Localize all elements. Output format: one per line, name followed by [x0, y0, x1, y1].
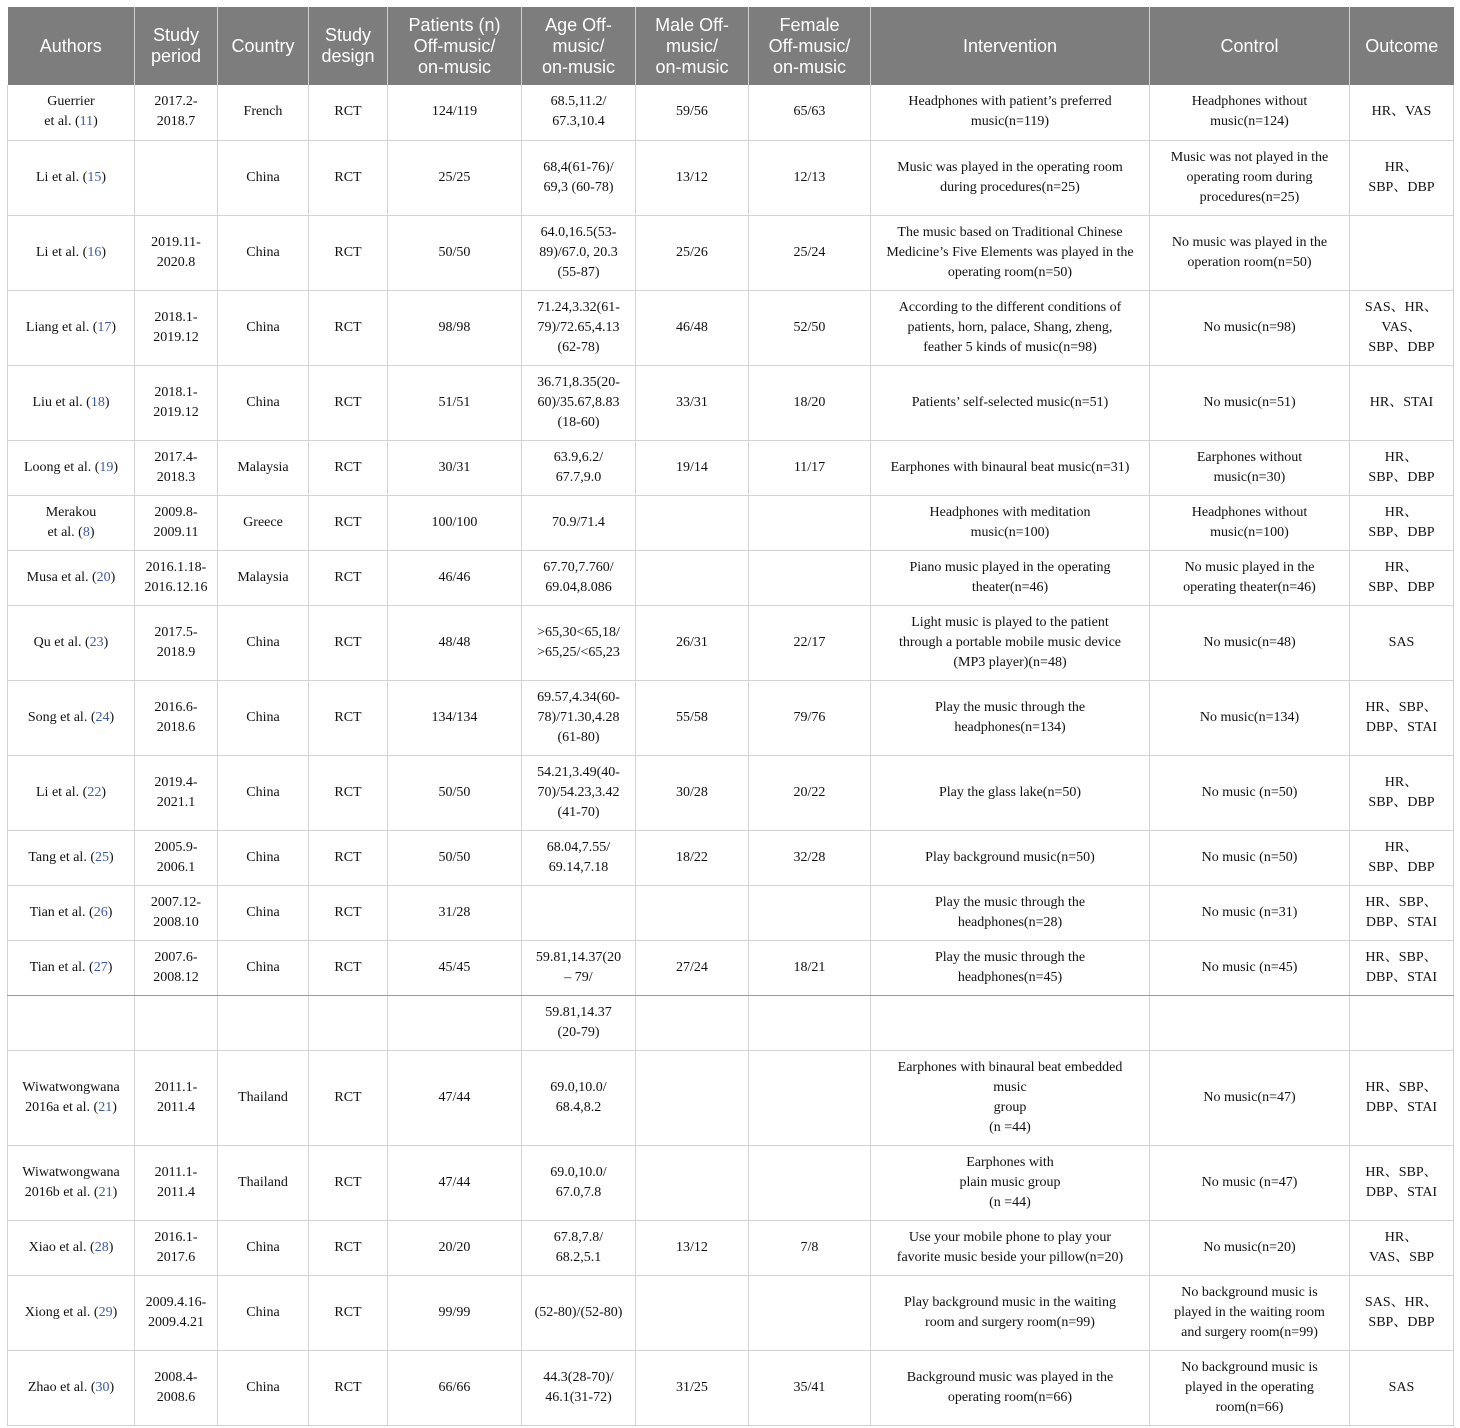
- control-cell: No music played in the operating theater(n=46): [1150, 550, 1350, 605]
- table-row: [8, 440, 1454, 495]
- intervention-cell: Headphones with patient’s preferred music(n=119): [871, 85, 1150, 140]
- author-name: Musa et al. (: [26, 569, 97, 585]
- study-design-cell: RCT: [309, 830, 388, 885]
- female-cell: 18/20: [749, 365, 871, 440]
- table-row: [8, 1275, 1454, 1350]
- intervention-cell: Piano music played in the operating theater(n=46): [871, 550, 1150, 605]
- study-period-cell: 2018.1- 2019.12: [135, 365, 218, 440]
- patients-cell: 50/50: [388, 215, 522, 290]
- table-row: [8, 215, 1454, 290]
- authors-cell: Liang et al. (17): [8, 290, 135, 365]
- study-period-cell: 2011.1- 2011.4: [135, 1050, 218, 1145]
- control-cell: No background music is played in the operating room(n=66): [1150, 1350, 1350, 1425]
- intervention-cell: Play the music through the headphones(n=134): [871, 680, 1150, 755]
- intervention-cell: Play the glass lake(n=50): [871, 755, 1150, 830]
- outcome-cell: HR、SBP、 DBP、STAI: [1350, 940, 1454, 995]
- female-cell: [749, 1275, 871, 1350]
- outcome-cell: HR、STAI: [1350, 365, 1454, 440]
- reference-link[interactable]: 17: [97, 319, 112, 335]
- study-period-cell: 2018.1- 2019.12: [135, 290, 218, 365]
- country-cell: China: [218, 755, 309, 830]
- male-cell: 46/48: [636, 290, 749, 365]
- female-cell: 35/41: [749, 1350, 871, 1425]
- country-cell: [218, 995, 309, 1050]
- col-header-outcome: Outcome: [1350, 7, 1454, 85]
- control-cell: Earphones without music(n=30): [1150, 440, 1350, 495]
- country-cell: China: [218, 1220, 309, 1275]
- authors-cell: Tang et al. (25): [8, 830, 135, 885]
- study-period-cell: 2007.6- 2008.12: [135, 940, 218, 995]
- table-row: [8, 680, 1454, 755]
- authors-cell: [8, 995, 135, 1050]
- outcome-cell: [1350, 995, 1454, 1050]
- intervention-cell: Headphones with meditation music(n=100): [871, 495, 1150, 550]
- age-cell: 68.5,11.2/ 67.3,10.4: [522, 85, 636, 140]
- country-cell: Thailand: [218, 1145, 309, 1220]
- age-cell: 59.81,14.37 (20-79): [522, 995, 636, 1050]
- patients-cell: 48/48: [388, 605, 522, 680]
- age-cell: 64.0,16.5(53- 89)/67.0, 20.3 (55-87): [522, 215, 636, 290]
- intervention-cell: Music was played in the operating room during procedures(n=25): [871, 140, 1150, 215]
- author-name: Tian et al. (: [29, 959, 94, 975]
- outcome-cell: HR、 SBP、DBP: [1350, 755, 1454, 830]
- reference-link[interactable]: 19: [99, 459, 114, 475]
- outcome-cell: SAS: [1350, 1350, 1454, 1425]
- table-row: [8, 365, 1454, 440]
- author-name: Tian et al. (: [29, 904, 94, 920]
- female-cell: [749, 495, 871, 550]
- study-period-cell: 2017.5- 2018.9: [135, 605, 218, 680]
- male-cell: 55/58: [636, 680, 749, 755]
- patients-cell: 47/44: [388, 1145, 522, 1220]
- study-period-cell: 2009.4.16- 2009.4.21: [135, 1275, 218, 1350]
- control-cell: No music was played in the operation room(n=50): [1150, 215, 1350, 290]
- control-cell: No music(n=134): [1150, 680, 1350, 755]
- intervention-cell: Light music is played to the patient through a portable mobile music device (MP3 player)(n=48): [871, 605, 1150, 680]
- intervention-cell: Play the music through the headphones(n=45): [871, 940, 1150, 995]
- intervention-cell: Earphones with plain music group (n =44): [871, 1145, 1150, 1220]
- study-period-cell: [135, 140, 218, 215]
- col-header-female: Female Off-music/ on-music: [749, 7, 871, 85]
- author-name: Wiwatwongwana 2016a et al. (: [22, 1079, 120, 1115]
- table-row: [8, 995, 1454, 1050]
- header-row: [8, 7, 1454, 85]
- patients-cell: 124/119: [388, 85, 522, 140]
- table-row: [8, 1145, 1454, 1220]
- control-cell: No music (n=50): [1150, 755, 1350, 830]
- male-cell: 25/26: [636, 215, 749, 290]
- intervention-cell: [871, 995, 1150, 1050]
- col-header-study-period: Study period: [135, 7, 218, 85]
- table-row: [8, 830, 1454, 885]
- patients-cell: 98/98: [388, 290, 522, 365]
- table-row: [8, 495, 1454, 550]
- table-row: [8, 885, 1454, 940]
- author-name: Xiao et al. (: [28, 1239, 95, 1255]
- reference-link[interactable]: 28: [94, 1239, 109, 1255]
- reference-link[interactable]: 25: [95, 849, 109, 865]
- col-header-country: Country: [218, 7, 309, 85]
- male-cell: 31/25: [636, 1350, 749, 1425]
- patients-cell: 100/100: [388, 495, 522, 550]
- col-header-male: Male Off- music/ on-music: [636, 7, 749, 85]
- study-period-cell: 2017.2- 2018.7: [135, 85, 218, 140]
- country-cell: China: [218, 680, 309, 755]
- female-cell: 65/63: [749, 85, 871, 140]
- reference-link[interactable]: 11: [79, 114, 94, 130]
- patients-cell: 50/50: [388, 830, 522, 885]
- table-row: [8, 290, 1454, 365]
- table-row: [8, 1220, 1454, 1275]
- country-cell: China: [218, 830, 309, 885]
- col-header-age: Age Off- music/ on-music: [522, 7, 636, 85]
- reference-link[interactable]: 8: [82, 524, 90, 540]
- outcome-cell: HR、 SBP、DBP: [1350, 495, 1454, 550]
- outcome-cell: HR、VAS: [1350, 85, 1454, 140]
- female-cell: [749, 1145, 871, 1220]
- study-design-cell: RCT: [309, 1350, 388, 1425]
- author-name: Wiwatwongwana 2016b et al. (: [22, 1164, 120, 1200]
- intervention-cell: Play background music in the waiting room and surgery room(n=99): [871, 1275, 1150, 1350]
- table-row: [8, 1350, 1454, 1425]
- male-cell: 59/56: [636, 85, 749, 140]
- patients-cell: 45/45: [388, 940, 522, 995]
- study-period-cell: 2019.11- 2020.8: [135, 215, 218, 290]
- control-cell: Music was not played in the operating room during procedures(n=25): [1150, 140, 1350, 215]
- study-period-cell: 2016.6- 2018.6: [135, 680, 218, 755]
- studies-table: [7, 7, 1454, 1426]
- country-cell: China: [218, 140, 309, 215]
- male-cell: 19/14: [636, 440, 749, 495]
- female-cell: 52/50: [749, 290, 871, 365]
- reference-link[interactable]: 21: [98, 1099, 113, 1115]
- male-cell: 27/24: [636, 940, 749, 995]
- male-cell: 30/28: [636, 755, 749, 830]
- study-design-cell: RCT: [309, 1145, 388, 1220]
- country-cell: Greece: [218, 495, 309, 550]
- control-cell: No music(n=20): [1150, 1220, 1350, 1275]
- outcome-cell: HR、 SBP、DBP: [1350, 440, 1454, 495]
- control-cell: No music (n=31): [1150, 885, 1350, 940]
- author-name: Merakou et al. (: [45, 504, 97, 540]
- control-cell: No music (n=45): [1150, 940, 1350, 995]
- age-cell: 68,4(61-76)/ 69,3 (60-78): [522, 140, 636, 215]
- male-cell: 13/12: [636, 1220, 749, 1275]
- study-design-cell: RCT: [309, 1275, 388, 1350]
- outcome-cell: HR、 VAS、SBP: [1350, 1220, 1454, 1275]
- age-cell: (52-80)/(52-80): [522, 1275, 636, 1350]
- control-cell: No music(n=98): [1150, 290, 1350, 365]
- outcome-cell: HR、 SBP、DBP: [1350, 140, 1454, 215]
- outcome-cell: SAS: [1350, 605, 1454, 680]
- authors-cell: Li et al. (16): [8, 215, 135, 290]
- table-row: [8, 140, 1454, 215]
- patients-cell: 51/51: [388, 365, 522, 440]
- age-cell: 63.9,6.2/ 67.7,9.0: [522, 440, 636, 495]
- age-cell: 36.71,8.35(20- 60)/35.67,8.83 (18-60): [522, 365, 636, 440]
- outcome-cell: HR、 SBP、DBP: [1350, 550, 1454, 605]
- outcome-cell: SAS、HR、 SBP、DBP: [1350, 1275, 1454, 1350]
- intervention-cell: Earphones with binaural beat embedded music group (n =44): [871, 1050, 1150, 1145]
- authors-cell: Tian et al. (27): [8, 940, 135, 995]
- reference-link[interactable]: 29: [98, 1304, 113, 1320]
- authors-cell: Qu et al. (23): [8, 605, 135, 680]
- male-cell: 26/31: [636, 605, 749, 680]
- authors-cell: Musa et al. (20): [8, 550, 135, 605]
- study-design-cell: [309, 995, 388, 1050]
- outcome-cell: SAS、HR、 VAS、 SBP、DBP: [1350, 290, 1454, 365]
- authors-cell: Loong et al. (19): [8, 440, 135, 495]
- study-design-cell: RCT: [309, 140, 388, 215]
- table-row: [8, 755, 1454, 830]
- intervention-cell: The music based on Traditional Chinese Medicine’s Five Elements was played in the operating room(n=50): [871, 215, 1150, 290]
- female-cell: 12/13: [749, 140, 871, 215]
- male-cell: [636, 495, 749, 550]
- reference-link[interactable]: 21: [98, 1184, 113, 1200]
- author-name: Tang et al. (: [28, 849, 95, 865]
- col-header-control: Control: [1150, 7, 1350, 85]
- study-design-cell: RCT: [309, 85, 388, 140]
- female-cell: 79/76: [749, 680, 871, 755]
- patients-cell: 47/44: [388, 1050, 522, 1145]
- age-cell: 69.0,10.0/ 67.0,7.8: [522, 1145, 636, 1220]
- country-cell: China: [218, 290, 309, 365]
- study-design-cell: RCT: [309, 550, 388, 605]
- author-name: Li et al. (: [36, 169, 88, 185]
- authors-cell: Merakou et al. (8): [8, 495, 135, 550]
- patients-cell: 30/31: [388, 440, 522, 495]
- intervention-cell: According to the different conditions of patients, horn, palace, Shang, zheng, feather 5 kinds of music(n=98): [871, 290, 1150, 365]
- female-cell: 25/24: [749, 215, 871, 290]
- reference-link[interactable]: 27: [93, 959, 108, 975]
- country-cell: China: [218, 885, 309, 940]
- age-cell: 69.0,10.0/ 68.4,8.2: [522, 1050, 636, 1145]
- reference-link[interactable]: 18: [90, 394, 105, 410]
- reference-link[interactable]: 15: [87, 169, 102, 185]
- outcome-cell: [1350, 215, 1454, 290]
- outcome-cell: HR、SBP、 DBP、STAI: [1350, 680, 1454, 755]
- age-cell: 71.24,3.32(61- 79)/72.65,4.13 (62-78): [522, 290, 636, 365]
- author-name: Liu et al. (: [32, 394, 91, 410]
- control-cell: No music(n=51): [1150, 365, 1350, 440]
- col-header-intervention: Intervention: [871, 7, 1150, 85]
- patients-cell: 46/46: [388, 550, 522, 605]
- female-cell: 11/17: [749, 440, 871, 495]
- reference-link[interactable]: 23: [89, 634, 104, 650]
- age-cell: 59.81,14.37(20 – 79/: [522, 940, 636, 995]
- table-body: [8, 85, 1454, 1425]
- study-design-cell: RCT: [309, 605, 388, 680]
- author-name: Liang et al. (: [25, 319, 98, 335]
- col-header-study-design: Study design: [309, 7, 388, 85]
- author-name: Qu et al. (: [33, 634, 90, 650]
- study-period-cell: 2011.1- 2011.4: [135, 1145, 218, 1220]
- study-period-cell: 2007.12- 2008.10: [135, 885, 218, 940]
- control-cell: No music(n=48): [1150, 605, 1350, 680]
- country-cell: China: [218, 215, 309, 290]
- reference-link[interactable]: 24: [95, 709, 110, 725]
- age-cell: 67.8,7.8/ 68.2,5.1: [522, 1220, 636, 1275]
- country-cell: China: [218, 365, 309, 440]
- outcome-cell: HR、SBP、 DBP、STAI: [1350, 885, 1454, 940]
- country-cell: Malaysia: [218, 440, 309, 495]
- reference-link[interactable]: 20: [96, 569, 111, 585]
- patients-cell: 50/50: [388, 755, 522, 830]
- study-design-cell: RCT: [309, 495, 388, 550]
- male-cell: [636, 550, 749, 605]
- table-row: [8, 85, 1454, 140]
- male-cell: 13/12: [636, 140, 749, 215]
- study-design-cell: RCT: [309, 290, 388, 365]
- outcome-cell: HR、SBP、 DBP、STAI: [1350, 1050, 1454, 1145]
- age-cell: [522, 885, 636, 940]
- male-cell: 33/31: [636, 365, 749, 440]
- study-period-cell: 2019.4- 2021.1: [135, 755, 218, 830]
- study-period-cell: 2017.4- 2018.3: [135, 440, 218, 495]
- male-cell: [636, 1145, 749, 1220]
- control-cell: No music(n=47): [1150, 1050, 1350, 1145]
- male-cell: [636, 885, 749, 940]
- patients-cell: [388, 995, 522, 1050]
- author-name: Li et al. (: [36, 784, 88, 800]
- table-row: [8, 605, 1454, 680]
- study-period-cell: 2009.8- 2009.11: [135, 495, 218, 550]
- reference-link[interactable]: 16: [87, 244, 102, 260]
- country-cell: Thailand: [218, 1050, 309, 1145]
- intervention-cell: Patients’ self-selected music(n=51): [871, 365, 1150, 440]
- study-design-cell: RCT: [309, 365, 388, 440]
- country-cell: China: [218, 1350, 309, 1425]
- authors-cell: Guerrier et al. (11): [8, 85, 135, 140]
- study-period-cell: 2005.9- 2006.1: [135, 830, 218, 885]
- female-cell: 20/22: [749, 755, 871, 830]
- author-name: Li et al. (: [36, 244, 88, 260]
- author-name: Song et al. (: [27, 709, 96, 725]
- control-cell: Headphones without music(n=124): [1150, 85, 1350, 140]
- age-cell: 69.57,4.34(60- 78)/71.30,4.28 (61-80): [522, 680, 636, 755]
- control-cell: Headphones without music(n=100): [1150, 495, 1350, 550]
- patients-cell: 134/134: [388, 680, 522, 755]
- reference-link[interactable]: 30: [95, 1379, 110, 1395]
- table-row: [8, 550, 1454, 605]
- authors-cell: Liu et al. (18): [8, 365, 135, 440]
- female-cell: 7/8: [749, 1220, 871, 1275]
- study-period-cell: 2016.1.18- 2016.12.16: [135, 550, 218, 605]
- age-cell: 44.3(28-70)/ 46.1(31-72): [522, 1350, 636, 1425]
- intervention-cell: Use your mobile phone to play your favorite music beside your pillow(n=20): [871, 1220, 1150, 1275]
- patients-cell: 31/28: [388, 885, 522, 940]
- authors-cell: Li et al. (22): [8, 755, 135, 830]
- male-cell: [636, 995, 749, 1050]
- table-row: [8, 940, 1454, 995]
- patients-cell: 66/66: [388, 1350, 522, 1425]
- study-design-cell: RCT: [309, 215, 388, 290]
- country-cell: China: [218, 1275, 309, 1350]
- age-cell: 70.9/71.4: [522, 495, 636, 550]
- age-cell: 68.04,7.55/ 69.14,7.18: [522, 830, 636, 885]
- study-design-cell: RCT: [309, 680, 388, 755]
- male-cell: 18/22: [636, 830, 749, 885]
- country-cell: China: [218, 940, 309, 995]
- study-design-cell: RCT: [309, 885, 388, 940]
- intervention-cell: Earphones with binaural beat music(n=31): [871, 440, 1150, 495]
- author-name: Zhao et al. (: [27, 1379, 96, 1395]
- table-row: [8, 1050, 1454, 1145]
- female-cell: [749, 1050, 871, 1145]
- authors-cell: Song et al. (24): [8, 680, 135, 755]
- female-cell: 32/28: [749, 830, 871, 885]
- authors-cell: Li et al. (15): [8, 140, 135, 215]
- country-cell: China: [218, 605, 309, 680]
- control-cell: No music (n=50): [1150, 830, 1350, 885]
- study-design-cell: RCT: [309, 440, 388, 495]
- patients-cell: 99/99: [388, 1275, 522, 1350]
- study-design-cell: RCT: [309, 1050, 388, 1145]
- authors-cell: Wiwatwongwana 2016a et al. (21): [8, 1050, 135, 1145]
- age-cell: 67.70,7.760/ 69.04,8.086: [522, 550, 636, 605]
- female-cell: 22/17: [749, 605, 871, 680]
- female-cell: [749, 550, 871, 605]
- author-name: Guerrier et al. (: [44, 94, 95, 130]
- intervention-cell: Background music was played in the operating room(n=66): [871, 1350, 1150, 1425]
- study-design-cell: RCT: [309, 755, 388, 830]
- male-cell: [636, 1275, 749, 1350]
- col-header-patients: Patients (n) Off-music/ on-music: [388, 7, 522, 85]
- female-cell: [749, 885, 871, 940]
- study-period-cell: 2008.4- 2008.6: [135, 1350, 218, 1425]
- outcome-cell: HR、 SBP、DBP: [1350, 830, 1454, 885]
- authors-cell: Xiao et al. (28): [8, 1220, 135, 1275]
- authors-cell: Zhao et al. (30): [8, 1350, 135, 1425]
- country-cell: Malaysia: [218, 550, 309, 605]
- authors-cell: Tian et al. (26): [8, 885, 135, 940]
- author-name: Xiong et al. (: [24, 1304, 99, 1320]
- age-cell: >65,30<65,18/ >65,25/<65,23: [522, 605, 636, 680]
- control-cell: No music (n=47): [1150, 1145, 1350, 1220]
- control-cell: No background music is played in the waiting room and surgery room(n=99): [1150, 1275, 1350, 1350]
- intervention-cell: Play background music(n=50): [871, 830, 1150, 885]
- authors-cell: Xiong et al. (29): [8, 1275, 135, 1350]
- study-design-cell: RCT: [309, 1220, 388, 1275]
- reference-link[interactable]: 22: [87, 784, 102, 800]
- reference-link[interactable]: 26: [93, 904, 108, 920]
- col-header-authors: Authors: [8, 7, 135, 85]
- female-cell: 18/21: [749, 940, 871, 995]
- patients-cell: 25/25: [388, 140, 522, 215]
- age-cell: 54.21,3.49(40- 70)/54.23,3.42 (41-70): [522, 755, 636, 830]
- male-cell: [636, 1050, 749, 1145]
- author-name: Loong et al. (: [23, 459, 100, 475]
- control-cell: [1150, 995, 1350, 1050]
- patients-cell: 20/20: [388, 1220, 522, 1275]
- intervention-cell: Play the music through the headphones(n=28): [871, 885, 1150, 940]
- study-design-cell: RCT: [309, 940, 388, 995]
- country-cell: French: [218, 85, 309, 140]
- female-cell: [749, 995, 871, 1050]
- study-period-cell: 2016.1- 2017.6: [135, 1220, 218, 1275]
- authors-cell: Wiwatwongwana 2016b et al. (21): [8, 1145, 135, 1220]
- study-period-cell: [135, 995, 218, 1050]
- outcome-cell: HR、SBP、 DBP、STAI: [1350, 1145, 1454, 1220]
